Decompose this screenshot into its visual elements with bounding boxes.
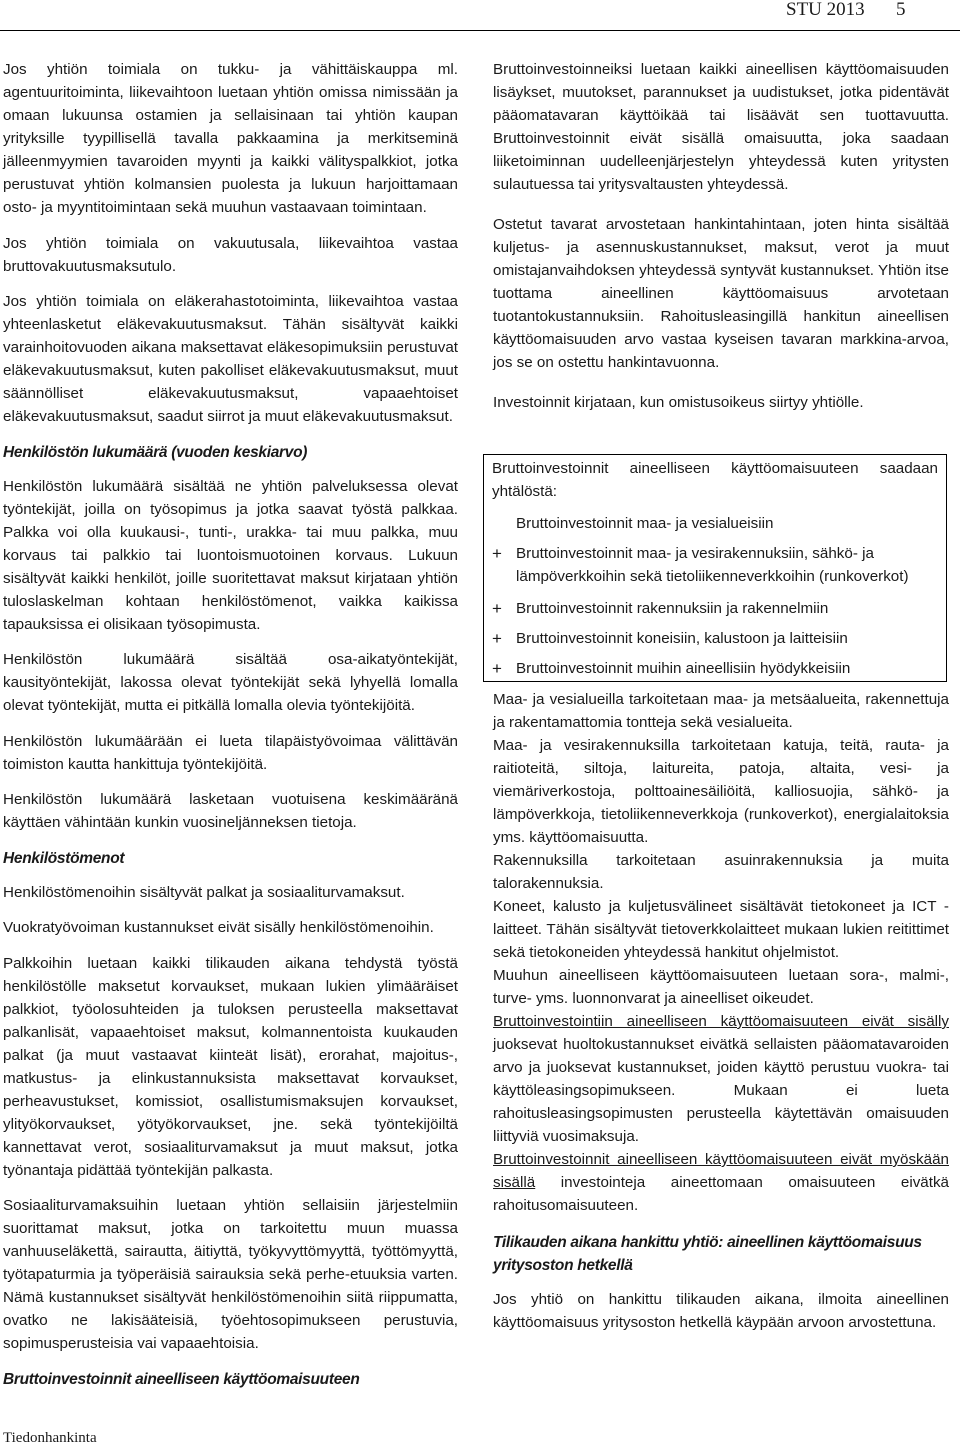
paragraph-rest: investointeja aineettomaan omaisuuteen eivätkä rahoitusomaisuuteen. (493, 1174, 949, 1214)
paragraph: Investoinnit kirjataan, kun omistusoikeus siirtyy yhtiölle. (493, 394, 864, 411)
paragraph: Maa- ja vesialueilla tarkoitetaan maa- ja metsäalueita, rakennettuja ja rakentamattomia tontteja sekä vesialueita. (493, 691, 949, 731)
section-heading: Henkilöstön lukumäärä (vuoden keskiarvo) (3, 443, 308, 461)
paragraph: Rakennuksilla tarkoitetaan asuinrakennuksia ja muita talorakennuksia. (493, 852, 949, 892)
box-item: Bruttoinvestoinnit rakennuksiin ja rakennelmiin (516, 600, 829, 617)
page-header (0, 0, 960, 31)
paragraph: Koneet, kalusto ja kuljetusvälineet sisältävät tietokoneet ja ICT -laitteet. Tähän sisältyvät tietoverkkolaitteet mukaan lukien reitittimet sekä tietokoneiden yhteydessä hankitut ohjelmistot. (493, 898, 949, 961)
paragraph: Muuhun aineelliseen käyttöomaisuuteen luetaan sora-, malmi-, turve- yms. luonnonvarat ja aineelliset oikeudet. (493, 967, 949, 1007)
paragraph: Henkilöstön lukumäärä sisältää ne yhtiön palveluksessa olevat työntekijät, joilla on työsopimus ja jotka saavat työstä palkkaa. Palkka voi olla kuukausi-, tunti-, urakka- tai muu palkka, muu korvaus tai palkkio tai luontoismuotoinen korvaus. Lukuun sisältyvät kaikki henkilöt, joille suoritettavat maksut kirjataan yhtiön tuloslaskelman kohtaan henkilöstömenot, vaikka kaikissa tapauksissa ei olisikaan työsopimusta. (3, 477, 458, 633)
section-heading: Bruttoinvestoinnit aineelliseen käyttöomaisuuteen (3, 1370, 360, 1388)
paragraph: Henkilöstön lukumäärään ei lueta tilapäistyövoimaa välittävän toimiston kautta hankittuja työntekijöitä. (3, 732, 458, 773)
paragraph: Jos yhtiön toimiala on tukku- ja vähittäiskauppa ml. agentuuritoiminta, liikevaihtoon luetaan yhtiön omissa nimissään ja omaan lukuunsa ostamien ja sellaisinaan tai yhtiön kaupan yrityksille tyypillisellä tavalla pakkaamina ja merkitseminä jälleenmyymien tavaroiden myynti ja kaikki välityspalkkiot, jotka perustuvat yhtiön kolmansien puolesta ja lukuun harjoittamaan osto- ja myyntitoimintaan sekä muuhun vastaavaan toimintaan. (3, 61, 458, 216)
underlined-phrase: Bruttoinvestoinnit aineelliseen käyttöomaisuuteen eivät myöskään sisällä (493, 1151, 949, 1191)
formula-box (483, 454, 947, 682)
box-item: Bruttoinvestoinnit maa- ja vesirakennuksiin, sähkö- ja lämpöverkkoihin sekä tietoliikenneverkkoihin (runkoverkot) (516, 545, 909, 585)
page-number: 5 (896, 0, 906, 20)
section-heading: Henkilöstömenot (3, 849, 125, 867)
plus-icon: + (492, 629, 502, 648)
paragraph (493, 1010, 949, 1148)
header-title: STU 2013 (786, 0, 865, 20)
section-heading: Tilikauden aikana hankittu yhtiö: aineellinen käyttöomaisuus yritysoston hetkellä (493, 1234, 922, 1274)
paragraph: Maa- ja vesirakennuksilla tarkoitetaan katuja, teitä, rauta- ja raitioteitä, siltoja, laitureita, patoja, altaita, vesi- ja viemäriverkostoja, polttoainesäiliöitä, kalliosuojia, sähkö- ja lämpöverkkoja, tietoliikenneverkkoja (runkoverkot), energialaitoksia yms. käyttöomaisuutta. (493, 737, 949, 846)
paragraph: Henkilöstön lukumäärä lasketaan vuotuisena keskimääränä käyttäen vähintään kunkin vuosineljänneksen tietoja. (3, 791, 458, 831)
box-item: Bruttoinvestoinnit muihin aineellisiin hyödykkeisiin (516, 660, 851, 677)
paragraph: Henkilöstömenoihin sisältyvät palkat ja sosiaaliturvamaksut. (3, 883, 405, 901)
paragraph (493, 1148, 949, 1217)
footer-text: Tiedonhankinta (3, 1430, 97, 1446)
box-item: Bruttoinvestoinnit koneisiin, kalustoon ja laitteisiin (516, 630, 848, 647)
plus-icon: + (492, 544, 502, 563)
paragraph: Henkilöstön lukumäärä sisältää osa-aikatyöntekijät, kausityöntekijät, lakossa olevat työntekijät sekä lyhyellä lomalla olevat työntekijät, mutta ei pitkällä lomalla olevia työntekijöitä. (3, 651, 458, 714)
paragraph: Sosiaaliturvamaksuihin luetaan yhtiön sellaisiin järjestelmiin suorittamat maksut, jotka on tarkoitettu muun muassa vanhuuseläkettä, sairautta, äitiyttä, työkyvyttömyyttä, työttömyyttä, työtapaturmia ja työperäisiä sairauksia sekä perhe-etuuksia varten. Nämä kustannukset sisältyvät henkilöstömenoihin siitä riippumatta, ovatko ne lakisääteisiä, työehtosopimukseen perustuvia, sopimusperusteisia vai vapaaehtoisia. (3, 1197, 458, 1352)
right-column-top (493, 58, 949, 425)
left-column (3, 58, 458, 1402)
plus-icon: + (492, 659, 502, 678)
box-intro: Bruttoinvestoinnit aineelliseen käyttöomaisuuteen saadaan yhtälöstä: (492, 460, 938, 500)
paragraph: Jos yhtiön toimiala on eläkerahastotoiminta, liikevaihtoa vastaa yhteenlasketut eläkevakuutusmaksut. Tähän sisältyvät kaikki varainhoitovuoden aikana maksettavat eläkesopimuksiin perustuvat eläkevakuutusmaksut, kuten pakolliset eläkevakuutusmaksut, muut säännölliset eläkevakuutusmaksut, vapaaehtoiset eläkevakuutusmaksut, saadut siirrot ja muut eläkevakuutusmaksut. (3, 293, 458, 425)
paragraph: Bruttoinvestoinneiksi luetaan kaikki aineellisen käyttöomaisuuden lisäykset, muutokset, parannukset ja uudistukset, jotka pidentävät pääomatavaran käyttöikää tai lisäävät sen tuottavuutta. Bruttoinvestoinnit eivät sisällä omaisuutta, joka saadaan liiketoiminnan uudelleenjärjestelyn yhteydessä kuten yritysten sulautuessa tai yritysvaltausten yhteydessä. (493, 61, 949, 193)
right-column-bottom (493, 688, 949, 1334)
paragraph-rest: juoksevat huoltokustannukset eivätkä sellaisten pääomatavaroiden arvo ja juoksevat kustannukset, joiden käyttö perustuu vuokra- tai käyttöleasingsopimukseen. Mukaan ei lueta rahoitusleasingsopimusten perusteella käytettävän omaisuuden liittyviä vuosimaksuja. (493, 1036, 949, 1145)
paragraph: Ostetut tavarat arvostetaan hankintahintaan, joten hinta sisältää kuljetus- ja asennuskustannukset, maksut, verot ja muut omistajanvaihdoksen yhteydessä syntyvät kustannukset. Yhtiön itse tuottama aineellinen käyttöomaisuus arvotetaan tuotantokustannuksiin. Rahoitusleasingillä hankitun aineellisen käyttöomaisuuden arvo vastaa kyseisen tavaran markkina-arvoa, jos se on ostettu hankintavuonna. (493, 216, 949, 371)
paragraph: Jos yhtiön toimiala on vakuutusala, liikevaihtoa vastaa bruttovakuutusmaksutulo. (3, 234, 458, 275)
paragraph: Jos yhtiö on hankittu tilikauden aikana, ilmoita aineellinen käyttöomaisuus yritysoston hetkellä käypään arvoon arvostettuna. (493, 1291, 949, 1331)
underlined-phrase: Bruttoinvestointiin aineelliseen käyttöomaisuuteen eivät sisälly (493, 1013, 949, 1030)
paragraph: Vuokratyövoiman kustannukset eivät sisälly henkilöstömenoihin. (3, 919, 434, 936)
plus-icon: + (492, 599, 502, 618)
box-item: Bruttoinvestoinnit maa- ja vesialueisiin (516, 515, 774, 532)
paragraph: Palkkoihin luetaan kaikki tilikauden aikana tehdystä työstä henkilöstölle maksetut korvaukset, mukaan lukien ylimääräiset palkkiot, työolosuhteiden ja tuloksen perusteella maksettavat palkanlisät, vapaaehtoiset maksut, kolmannentoista kuukauden palkat (ja muut vastaavat kiinteät lisät), erorahat, majoitus-, matkustus- ja elinkustannuksista maksettavat korvaukset, perheavustukset, komissiot, osallistumismaksujen korvaukset, ylityökorvaukset, yötyökorvaukset, jne. sekä työntekijöiltä kannettavat verot, sosiaaliturvamaksut ja muut maksut, jotka työnantaja pidättää työntekijän palkasta. (3, 954, 458, 1179)
